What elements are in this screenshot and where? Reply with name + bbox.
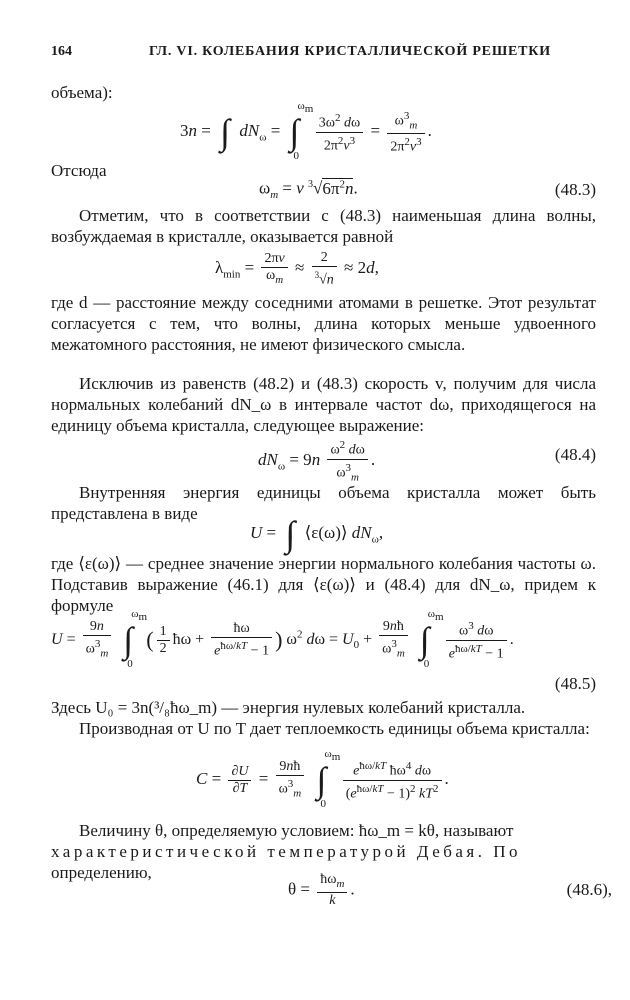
paragraph-proizvodnaya: Производная от U по T дает теплоемкость единицы объема кристалла: bbox=[79, 719, 590, 738]
paragraph-velichinu-line3: определению, bbox=[51, 863, 152, 882]
equation-48-3: $\omega_m = v$ $^3√6\pi^2n$. bbox=[259, 178, 358, 202]
equation-number-48-5: (48.5) bbox=[554, 674, 596, 693]
equation-48-5: U = $\frac{9n}{\omega^3_m}$ ∫ $\omega_m$ 0 ( $\frac{1}{2}$ ħω + $\frac{ħ\omega}{e^{ħ\omega/kT} - 1}$ ) $\omega^2$ $d\omega = U_0$ + $\frac{9nħ}{\omega^3_m}$ ∫ $\omega_m$ 0 $\frac{\omega^3 d\omega}{e^{ħ\omega/kT} - 1}$ . bbox=[51, 608, 514, 671]
paragraph-gde-d: где d — расстояние между соседними атомами в решетке. Этот результат согласуется с тем, что волны, длина которых меньше удвоенного межатомного расстояния, не имеют физического смысла. bbox=[51, 293, 596, 354]
paragraph-zdes: Здесь U₀ = 3n(³/₈ħω_m) — энергия нулевых колебаний кристалла. bbox=[51, 698, 526, 717]
equation-3n: 3n = ∫ $dN_\omega$ = ∫ $\omega_m$ 0 $\frac{3\omega^2 d\omega}{2\pi^2v^3}$ = $\frac{\omega^3_m}{2\pi^2v^3}$ . bbox=[180, 100, 432, 163]
equation-number-48-6: (48.6), bbox=[566, 880, 612, 899]
page-number: 164 bbox=[51, 44, 72, 59]
equation-number-48-3: (48.3) bbox=[554, 180, 596, 199]
paragraph-start: объема): bbox=[51, 83, 113, 102]
paragraph-velichinu-line1: Величину θ, определяемую условием: ħω_m = kθ, называют bbox=[79, 821, 514, 840]
chapter-title: ГЛ. VI. КОЛЕБАНИЯ КРИСТАЛЛИЧЕСКОЙ РЕШЕТКИ bbox=[149, 44, 551, 59]
equation-48-4: $dN_\omega = 9n$ $\frac{\omega^2 d\omega}{\omega^3_m}$ . bbox=[258, 439, 376, 484]
equation-number-48-4: (48.4) bbox=[554, 445, 596, 464]
paragraph-otsyuda: Отсюда bbox=[51, 161, 107, 180]
equation-U-integral: U = ∫ ⟨ε(ω)⟩ $dN_\omega$, bbox=[250, 514, 384, 554]
paragraph-velichinu-line2: характеристической температурой Дебая. По bbox=[51, 842, 522, 861]
paragraph-isklyuchiv: Исключив из равенств (48.2) и (48.3) скорость v, получим для числа нормальных колебаний dN_ω в интервале частот dω, приходящегося на единицу объема кристалла, следующее выражение: bbox=[51, 374, 596, 435]
paragraph-vnutrennyaya: Внутренняя энергия единицы объема кристалла может быть представлена в виде bbox=[51, 483, 596, 523]
equation-48-6: θ = $\frac{ħ\omega_m}{k}$ . bbox=[288, 872, 355, 908]
equation-heat-capacity: C = $\frac{\partial U}{\partial T}$ = $\frac{9nħ}{\omega^3_m}$ ∫ $\omega_m$ 0 $\frac{e^{ħ\omega/kT} ħ\omega^4 d\omega}{(e^{ħ\omega/kT} - 1)^2 kT^2}$ . bbox=[196, 748, 449, 811]
equation-lambda-min: $\lambda_{min}$ = $\frac{2\pi v}{\omega_m}$ ≈ $\frac{2}{^3√n}$ ≈ 2d, bbox=[215, 250, 379, 288]
paragraph-otmetim: Отметим, что в соответствии с (48.3) наименьшая длина волны, возбуждаемая в кристалле, оказывается равной bbox=[51, 206, 596, 246]
paragraph-gde-eps: где ⟨ε(ω)⟩ — среднее значение энергии нормального колебания частоты ω. Подставив выражение (46.1) для ⟨ε(ω)⟩ и (48.4) для dN_ω, придем к формуле bbox=[51, 554, 596, 615]
